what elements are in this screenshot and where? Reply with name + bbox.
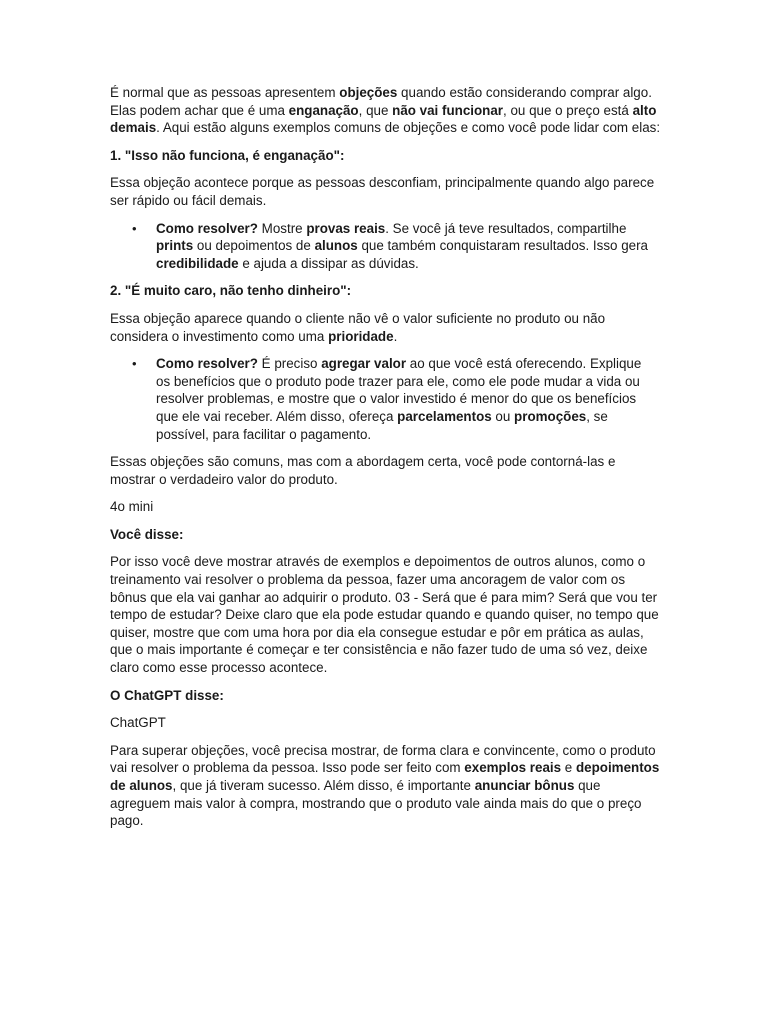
- paragraph: [110, 742, 662, 830]
- bold-text: exemplos reais: [464, 760, 562, 776]
- paragraph: [110, 84, 662, 137]
- text-run: Para superar objeções, você precisa mostrar, de forma clara e convincente, como o produto vai resolver o problema da pessoa. Isso pode ser feito com: [110, 742, 656, 776]
- bold-text: não vai funcionar: [392, 102, 504, 118]
- bullet-icon: •: [132, 356, 137, 372]
- text-run: , que: [358, 102, 393, 118]
- text-run: . Se você já teve resultados, compartilhe: [385, 220, 627, 236]
- paragraph: [110, 714, 662, 732]
- text-run: ChatGPT: [110, 715, 166, 731]
- bold-text: anunciar bônus: [474, 778, 575, 793]
- text-run: Mostre: [257, 220, 307, 236]
- paragraph: [110, 498, 662, 516]
- bold-text: parcelamentos: [397, 408, 492, 424]
- bullet-icon: •: [132, 220, 137, 236]
- bold-text: promoções: [514, 408, 587, 424]
- bold-text: 2. "É muito caro, não tenho dinheiro":: [110, 283, 352, 299]
- text-run: ao que você está oferecendo. Explique os benefícios que o produto pode trazer para ele, como ele pode mudar a vida ou resolver problemas, e mostre que o valor investido é menor do que os benefícios que ele vai receber. Além disso, ofereça: [156, 356, 642, 424]
- text-run: , ou que o preço está: [503, 102, 633, 118]
- bullet-list: [110, 220, 662, 273]
- section-heading: [110, 526, 662, 544]
- bold-text: alto demais: [110, 102, 657, 136]
- text-run: que também conquistaram resultados. Isso gera: [357, 238, 648, 254]
- bold-text: prioridade: [328, 328, 394, 344]
- section-heading: [110, 687, 662, 705]
- text-run: ou depoimentos de: [193, 238, 315, 254]
- list-item: [110, 355, 662, 443]
- text-run: Essa objeção aparece quando o cliente não vê o valor suficiente no produto ou não considera o investimento como uma: [110, 310, 606, 344]
- paragraph: [110, 310, 662, 345]
- text-run: É normal que as pessoas apresentem: [110, 85, 340, 100]
- section-heading: [110, 147, 662, 165]
- bullet-list: [110, 355, 662, 443]
- bold-text: depoimentos de alunos: [110, 760, 660, 793]
- bold-text: credibilidade: [156, 255, 239, 271]
- text-run: , se possível, para facilitar o pagamento.: [156, 408, 608, 442]
- bold-text: alunos: [314, 238, 358, 254]
- paragraph: [110, 453, 662, 488]
- text-run: Essas objeções são comuns, mas com a abordagem certa, você pode contorná-las e mostrar o verdadeiro valor do produto.: [110, 454, 616, 487]
- bold-text: objeções: [339, 85, 398, 100]
- bold-text: provas reais: [306, 220, 386, 236]
- text-run: É preciso: [257, 356, 322, 372]
- text-run: 4o mini: [110, 499, 154, 515]
- document-body: [110, 84, 662, 840]
- bold-text: Você disse:: [110, 526, 184, 542]
- bold-text: 1. "Isso não funciona, é enganação":: [110, 147, 345, 163]
- text-run: . Aqui estão alguns exemplos comuns de objeções e como você pode lidar com elas:: [156, 120, 661, 136]
- bold-text: O ChatGPT disse:: [110, 687, 224, 703]
- bold-text: Como resolver?: [156, 356, 258, 372]
- text-run: Essa objeção acontece porque as pessoas desconfiam, principalmente quando algo parece ser rápido ou fácil demais.: [110, 175, 655, 208]
- text-run: e: [561, 760, 576, 776]
- list-item: [110, 220, 662, 273]
- paragraph: [110, 174, 662, 209]
- bold-text: enganação: [288, 102, 359, 118]
- bold-text: agregar valor: [321, 356, 407, 372]
- text-run: quando estão considerando comprar algo. Elas podem achar que é uma: [110, 85, 652, 118]
- text-run: , que já tiveram sucesso. Além disso, é importante: [172, 778, 475, 793]
- bold-text: Como resolver?: [156, 220, 258, 236]
- text-run: .: [393, 328, 398, 344]
- section-heading: [110, 282, 662, 300]
- text-run: que agreguem mais valor à compra, mostrando que o produto vale ainda mais do que o preço pago.: [110, 778, 642, 829]
- bold-text: prints: [156, 238, 194, 254]
- text-run: ou: [491, 408, 515, 424]
- text-run: Por isso você deve mostrar através de exemplos e depoimentos de outros alunos, como o treinamento vai resolver o problema da pessoa, fazer uma ancoragem de valor com os bônus que ela vai ganhar ao adquirir o produto. 03 - Será que é para mim? Será que vou ter tempo de estudar? Deixe claro que ela pode estudar quando e quando quiser, no tempo que quiser, mostre que com uma hora por dia ela consegue estudar e pôr em prática as aulas, que o mais importante é começar e ter consistência e não fazer tudo de uma só vez, deixe claro como esse processo acontece.: [110, 554, 659, 676]
- text-run: e ajuda a dissipar as dúvidas.: [238, 255, 419, 271]
- paragraph: [110, 553, 662, 676]
